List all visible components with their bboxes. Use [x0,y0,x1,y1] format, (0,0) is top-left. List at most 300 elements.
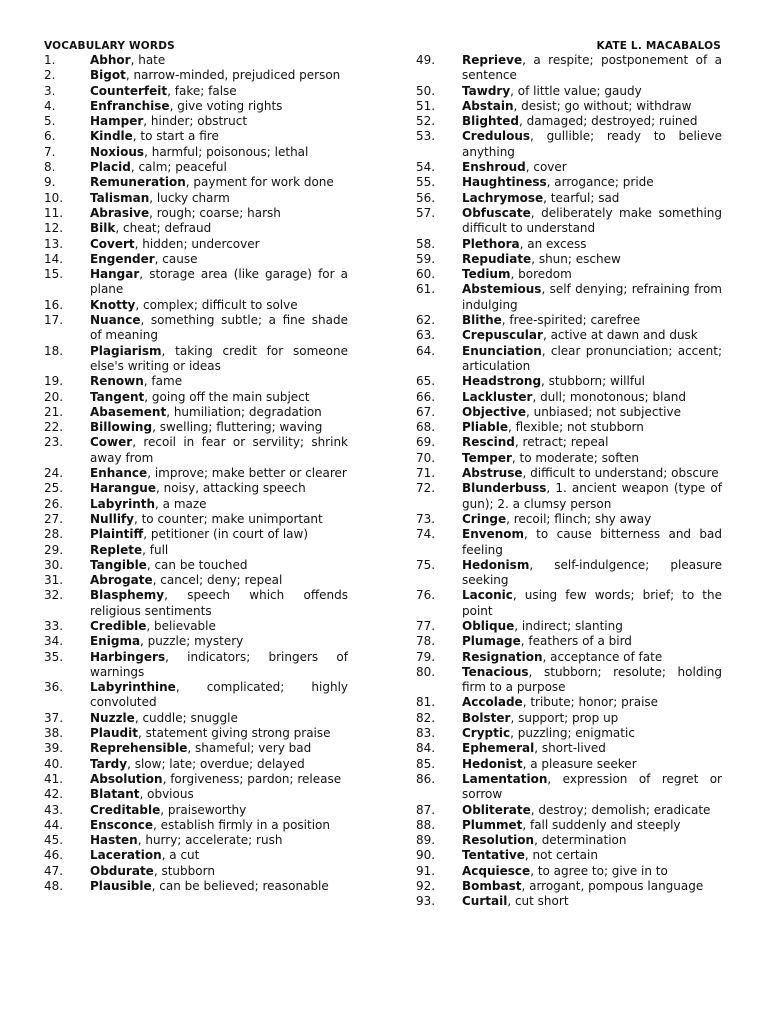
vocab-entry [416,175,722,190]
vocab-term: Abstemious [462,282,542,297]
vocab-definition: , indirect; slanting [514,618,623,633]
vocab-definition: , active at dawn and dusk [542,328,698,343]
vocab-term: Abstruse [462,466,523,481]
vocab-entry [416,405,722,420]
vocab-term: Absolution [90,771,163,786]
vocab-term: Harangue [90,481,156,496]
vocab-definition: , support; prop up [510,710,619,725]
entry-number: 84. [416,741,436,756]
vocab-term: Credible [90,618,147,633]
vocab-entry [416,466,722,481]
entry-number: 19. [44,374,64,389]
vocab-term: Hamper [90,114,144,129]
entry-number: 38. [44,726,64,741]
entry-number: 36. [44,680,64,695]
entry-number: 48. [44,879,64,894]
vocab-definition: , damaged; destroyed; ruined [518,114,698,129]
entry-text [90,175,348,190]
entry-number: 61. [416,282,436,297]
vocab-definition: , fake; false [167,83,237,98]
vocab-definition: , acceptance of fate [542,649,663,664]
entry-text [462,527,722,558]
entry-text [90,527,348,542]
vocab-definition: , puzzle; mystery [140,634,244,649]
vocab-definition: , going off the main subject [144,389,310,404]
vocab-definition: , something subtle; a fine shade of meaning [90,313,348,343]
vocab-term: Bilk [90,221,116,236]
vocab-entry [44,390,348,405]
vocab-entry [44,298,348,313]
vocab-definition: , believable [146,618,216,633]
vocab-entry [416,634,722,649]
vocab-entry [44,619,348,634]
entry-number: 56. [416,190,436,205]
vocab-term: Lackluster [462,389,533,404]
vocab-definition: , cheat; defraud [115,221,212,236]
entry-text [462,588,722,619]
vocab-entry [44,206,348,221]
vocab-entry [44,741,348,756]
vocab-entry [416,711,722,726]
vocab-definition: , to cause bitterness and bad feeling [462,527,722,557]
vocab-term: Tentative [462,848,525,863]
entry-text [462,237,722,252]
entry-text [90,221,348,236]
entry-text [462,175,722,190]
vocab-entry [44,221,348,236]
vocab-entry [416,435,722,450]
vocab-definition: , clear pronunciation; accent; articulation [462,343,722,373]
vocab-entry [44,879,348,894]
entry-text [90,390,348,405]
vocab-term: Credulous [462,129,531,144]
entry-number: 23. [44,435,64,450]
entry-number: 83. [416,726,436,741]
entry-text [90,206,348,221]
entry-number: 52. [416,114,436,129]
vocab-term: Tenacious [462,664,529,679]
entry-number: 91. [416,863,436,878]
vocab-entry [44,497,348,512]
entry-text [90,313,348,344]
vocab-entry [416,252,722,267]
entry-number: 9. [44,175,56,190]
vocab-definition: , fall suddenly and steeply [522,817,681,832]
vocab-term: Tangible [90,557,147,572]
entry-text [462,772,722,803]
vocab-definition: , short-lived [534,741,606,756]
vocab-entry [416,313,722,328]
vocab-entry [416,803,722,818]
vocab-definition: , to moderate; soften [511,450,639,465]
entry-number: 57. [416,205,436,220]
entry-number: 27. [44,511,64,526]
vocab-term: Talisman [90,190,150,205]
entry-text [90,848,348,863]
vocab-definition: , stubborn; willful [541,374,645,389]
entry-number: 64. [416,343,436,358]
vocab-term: Replete [90,542,143,557]
entry-text [462,191,722,206]
entry-number: 5. [44,114,56,129]
entry-text [462,848,722,863]
vocab-term: Covert [90,236,135,251]
entry-number: 3. [44,83,56,98]
entry-number: 35. [44,649,64,664]
vocab-term: Blithe [462,313,502,328]
vocab-definition: , cause [154,251,198,266]
document-title: VOCABULARY WORDS [44,40,175,52]
vocab-term: Nuance [90,313,141,328]
vocab-definition: , feathers of a bird [520,634,632,649]
entry-number: 86. [416,771,436,786]
entry-text [90,374,348,389]
entry-text [462,420,722,435]
entry-text [90,237,348,252]
entry-text [90,466,348,481]
vocab-definition: , a maze [155,496,207,511]
vocab-entry [44,420,348,435]
entry-text [90,634,348,649]
vocab-entry [44,588,348,619]
entry-text [90,267,348,298]
entry-text [462,833,722,848]
vocab-definition: , lucky charm [149,190,230,205]
entry-text [90,680,348,711]
entry-number: 63. [416,328,436,343]
entry-number: 92. [416,879,436,894]
entry-text [90,787,348,802]
vocab-term: Blunderbuss [462,481,547,496]
vocab-term: Nuzzle [90,710,135,725]
vocab-term: Tedium [462,267,511,282]
vocab-definition: , self denying; refraining from indulging [462,282,722,312]
vocab-definition: , swelling; fluttering; waving [152,420,323,435]
vocab-entry [44,237,348,252]
vocab-entry [416,818,722,833]
vocab-definition: , storage area (like garage) for a plane [90,267,348,297]
vocab-entry [416,588,722,619]
entry-number: 55. [416,175,436,190]
vocab-term: Abhor [90,53,131,67]
vocab-term: Plagiarism [90,343,162,358]
vocab-term: Cringe [462,511,507,526]
vocab-entry [416,650,722,665]
entry-number: 7. [44,144,56,159]
entry-text [462,99,722,114]
entry-text [462,451,722,466]
entry-text [90,803,348,818]
vocab-term: Billowing [90,420,153,435]
entry-text [462,282,722,313]
vocab-term: Bigot [90,68,126,83]
vocab-entry [416,206,722,237]
vocab-entry [416,420,722,435]
vocab-term: Lachrymose [462,190,544,205]
vocab-entry [416,558,722,589]
entry-text [462,512,722,527]
entry-text [90,160,348,175]
entry-text [90,772,348,787]
entry-number: 81. [416,695,436,710]
vocab-entry [416,894,722,909]
entry-text [462,741,722,756]
vocab-term: Labyrinthine [90,680,176,695]
vocab-definition: , self-indulgence; pleasure seeking [462,557,722,588]
entry-number: 67. [416,404,436,419]
vocab-entry [416,665,722,696]
entry-text [462,390,722,405]
entry-number: 17. [44,313,64,328]
vocab-entry [44,772,348,787]
vocab-term: Resignation [462,649,543,664]
entry-text [90,298,348,313]
vocab-term: Ephemeral [462,741,535,756]
vocab-definition: , not certain [524,848,598,863]
entry-text [462,405,722,420]
vocab-term: Reprieve [462,53,523,67]
entry-number: 32. [44,588,64,603]
entry-number: 46. [44,848,64,863]
vocab-definition: , statement giving strong praise [138,726,331,741]
entry-text [90,512,348,527]
left-column-word-list [44,53,348,894]
vocab-term: Plummet [462,817,523,832]
entry-text [90,619,348,634]
vocab-term: Temper [462,450,512,465]
vocab-entry [44,405,348,420]
vocab-term: Abrasive [90,205,150,220]
vocab-definition: , arrogant, pompous language [521,879,704,894]
entry-number: 72. [416,481,436,496]
vocab-entry [416,512,722,527]
vocab-term: Abasement [90,404,167,419]
entry-number: 60. [416,267,436,282]
vocab-term: Harbingers [90,649,166,664]
vocab-term: Abrogate [90,573,153,588]
vocab-term: Labyrinth [90,496,156,511]
entry-text [90,818,348,833]
entry-text [90,344,348,375]
vocab-entry [44,191,348,206]
vocab-definition: , a cut [161,848,200,863]
vocab-term: Engender [90,251,155,266]
vocab-definition: , shun; eschew [531,251,621,266]
entry-text [90,99,348,114]
entry-number: 16. [44,297,64,312]
vocab-entry [416,282,722,313]
vocab-definition: , to counter; make unimportant [133,511,323,526]
vocab-term: Creditable [90,802,161,817]
vocab-definition: , rough; coarse; harsh [149,205,281,220]
entry-text [462,53,722,84]
vocab-entry [44,84,348,99]
vocab-entry [416,191,722,206]
vocab-definition: , an excess [519,236,587,251]
vocab-entry [44,435,348,466]
vocab-entry [416,390,722,405]
vocab-entry [44,374,348,389]
vocab-term: Blasphemy [90,588,165,603]
vocab-definition: , tearful; sad [543,190,620,205]
entry-number: 79. [416,649,436,664]
vocab-definition: , obvious [139,787,194,802]
entry-number: 70. [416,450,436,465]
vocab-term: Bombast [462,879,522,894]
vocab-definition: , recoil in fear or servility; shrink away from [90,435,348,465]
vocab-term: Haughtiness [462,175,547,190]
entry-text [90,497,348,512]
entry-text [462,374,722,389]
vocab-term: Tawdry [462,83,511,98]
vocab-definition: , to start a fire [132,129,219,144]
vocab-term: Plausible [90,879,152,894]
entry-number: 2. [44,68,56,83]
vocab-definition: , a pleasure seeker [522,756,637,771]
entry-number: 66. [416,389,436,404]
entry-text [462,558,722,589]
vocab-definition: , humiliation; degradation [166,404,322,419]
vocab-entry [416,848,722,863]
vocab-entry [44,466,348,481]
vocab-entry [44,543,348,558]
entry-number: 42. [44,787,64,802]
entry-text [90,252,348,267]
vocab-entry [416,757,722,772]
vocab-term: Renown [90,374,144,389]
vocab-term: Blighted [462,114,519,129]
vocab-term: Placid [90,160,131,175]
entry-text [90,650,348,681]
entry-number: 85. [416,756,436,771]
vocab-entry [44,145,348,160]
vocab-term: Plumage [462,634,521,649]
entry-text [462,84,722,99]
entry-text [90,741,348,756]
entry-text [90,879,348,894]
vocab-definition: , destroy; demolish; eradicate [530,802,711,817]
vocab-definition: , narrow-minded, prejudiced person [125,68,341,83]
entry-number: 15. [44,267,64,282]
vocab-entry [44,558,348,573]
entry-number: 88. [416,817,436,832]
entry-text [90,558,348,573]
entry-number: 14. [44,251,64,266]
vocab-definition: , harmful; poisonous; lethal [144,144,309,159]
vocab-entry [44,313,348,344]
vocab-definition: , difficult to understand; obscure [522,466,719,481]
entry-number: 37. [44,710,64,725]
entry-number: 59. [416,251,436,266]
entry-number: 87. [416,802,436,817]
vocab-term: Objective [462,404,526,419]
entry-text [90,588,348,619]
vocab-term: Obdurate [90,863,154,878]
vocab-entry [44,833,348,848]
vocab-entry [416,527,722,558]
vocab-entry [44,68,348,83]
entry-number: 76. [416,588,436,603]
vocab-definition: , indicators; bringers of warnings [90,649,348,679]
vocab-definition: , a respite; postponement of a sentence [462,53,722,83]
vocab-term: Laceration [90,848,162,863]
vocab-definition: , forgiveness; pardon; release [162,771,342,786]
vocab-entry [416,833,722,848]
vocab-entry [416,695,722,710]
vocab-definition: , full [142,542,169,557]
vocab-definition: , shameful; very bad [187,741,312,756]
vocab-definition: , unbiased; not subjective [525,404,682,419]
vocab-entry [416,160,722,175]
vocab-definition: , free-spirited; carefree [501,313,641,328]
vocab-entry [44,481,348,496]
vocab-term: Accolade [462,695,523,710]
entry-number: 43. [44,802,64,817]
entry-text [90,726,348,741]
entry-number: 30. [44,557,64,572]
entry-text [90,145,348,160]
vocab-entry [44,650,348,681]
entry-text [462,267,722,282]
entry-number: 21. [44,404,64,419]
entry-text [90,543,348,558]
entry-number: 6. [44,129,56,144]
vocab-term: Plethora [462,236,520,251]
entry-text [462,665,722,696]
entry-number: 53. [416,129,436,144]
entry-number: 29. [44,542,64,557]
entry-text [462,695,722,710]
vocab-entry [44,711,348,726]
vocab-entry [44,634,348,649]
vocab-definition: , calm; peaceful [130,160,227,175]
vocab-definition: , cut short [507,894,569,909]
vocab-entry [416,879,722,894]
vocab-term: Headstrong [462,374,542,389]
vocab-entry [416,864,722,879]
entry-number: 8. [44,160,56,175]
vocab-term: Tangent [90,389,145,404]
entry-text [90,68,348,83]
entry-text [462,481,722,512]
entry-number: 74. [416,527,436,542]
vocab-term: Abstain [462,98,514,113]
vocab-term: Hasten [90,833,138,848]
vocab-term: Laconic [462,588,513,603]
entry-text [462,879,722,894]
entry-number: 10. [44,190,64,205]
vocab-definition: , stubborn; resolute; holding firm to a purpose [462,664,722,695]
vocab-definition: , slow; late; overdue; delayed [127,756,305,771]
entry-text [462,466,722,481]
vocab-entry [44,787,348,802]
entry-number: 22. [44,420,64,435]
vocab-definition: , hate [130,53,166,67]
vocab-term: Plaudit [90,726,138,741]
vocab-definition: , hinder; obstruct [143,114,248,129]
vocab-term: Noxious [90,144,145,159]
vocab-definition: , boredom [510,267,572,282]
vocab-definition: , praiseworthy [160,802,247,817]
vocab-definition: , expression of regret or sorrow [462,771,722,802]
vocab-entry [44,726,348,741]
entry-text [462,634,722,649]
entry-number: 80. [416,664,436,679]
vocab-term: Knotty [90,297,136,312]
entry-number: 24. [44,466,64,481]
entry-number: 58. [416,236,436,251]
vocab-definition: , payment for work done [185,175,334,190]
